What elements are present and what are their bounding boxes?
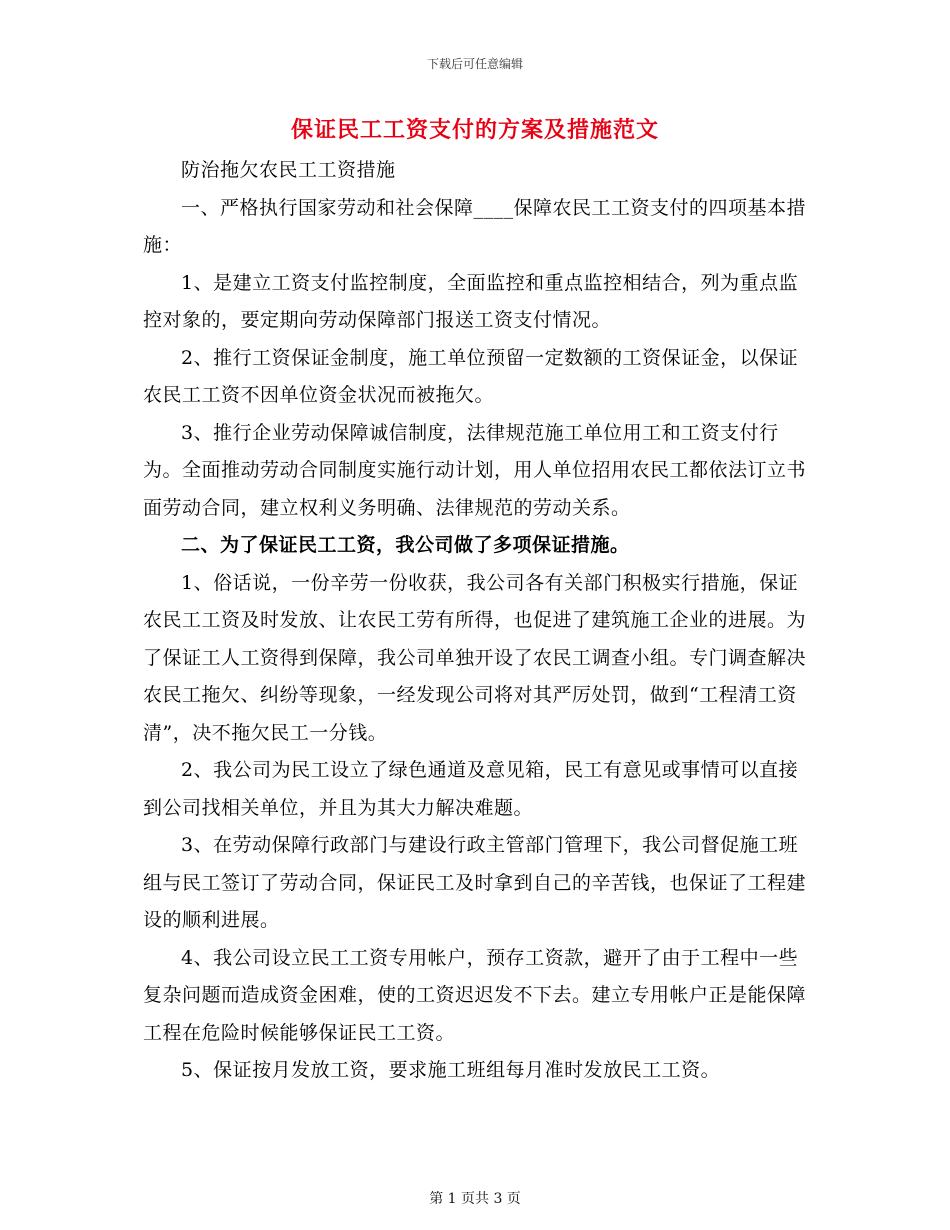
document-title: 保证民工工资支付的方案及措施范文 bbox=[290, 117, 659, 143]
page-number: 第 1 页共 3 页 bbox=[429, 1191, 521, 1207]
paragraph-guarantee-3: 3、在劳动保障行政部门与建设行政主管部门管理下，我公司督促施工班组与民工签订了劳动合同，保证民工及时拿到自己的辛苦钱，也保证了工程建设的顺利进展。 bbox=[143, 834, 807, 931]
paragraph-section-2-heading: 二、为了保证民工工资，我公司做了多项保证措施。 bbox=[181, 534, 630, 556]
paragraph-measure-3: 3、推行企业劳动保障诚信制度，法律规范施工单位用工和工资支付行为。全面推动劳动合同制度实施行动计划，用人单位招用农民工都依法订立书面劳动合同，建立权利义务明确、法律规范的劳动关系。 bbox=[143, 421, 807, 519]
paragraph-subtitle: 防治拖欠农民工工资措施 bbox=[181, 159, 396, 181]
paragraph-guarantee-1: 1、俗话说，一份辛劳一份收获，我公司各有关部门积极实行措施，保证农民工工资及时发放、让农民工劳有所得，也促进了建筑施工企业的进展。为了保证工人工资得到保障，我公司单独开设了农民工调查小组。专门调查解决农民工拖欠、纠纷等现象，一经发现公司将对其严厉处罚，做到“工程清工资清”，决不拖欠民工一分钱。 bbox=[143, 571, 807, 744]
paragraph-measure-2: 2、推行工资保证金制度，施工单位预留一定数额的工资保证金，以保证农民工工资不因单位资金状况而被拖欠。 bbox=[143, 346, 799, 406]
paragraph-guarantee-2: 2、我公司为民工设立了绿色通道及意见箱，民工有意见或事情可以直接到公司找相关单位，并且为其大力解决难题。 bbox=[143, 759, 799, 819]
paragraph-guarantee-5: 5、保证按月发放工资，要求施工班组每月准时发放民工工资。 bbox=[181, 1059, 721, 1081]
header-note: 下载后可任意编辑 bbox=[426, 57, 523, 71]
paragraph-section-1-heading: 一、严格执行国家劳动和社会保障____保障农民工工资支付的四项基本措施： bbox=[143, 196, 807, 256]
paragraph-guarantee-4: 4、我公司设立民工工资专用帐户，预存工资款，避开了由于工程中一些复杂问题而造成资金困难，使的工资迟迟发不下去。建立专用帐户正是能保障工程在危险时候能够保证民工工资。 bbox=[143, 946, 807, 1044]
paragraph-measure-1: 1、是建立工资支付监控制度，全面监控和重点监控相结合，列为重点监控对象的，要定期向劳动保障部门报送工资支付情况。 bbox=[143, 271, 799, 331]
document-body bbox=[143, 152, 815, 1090]
